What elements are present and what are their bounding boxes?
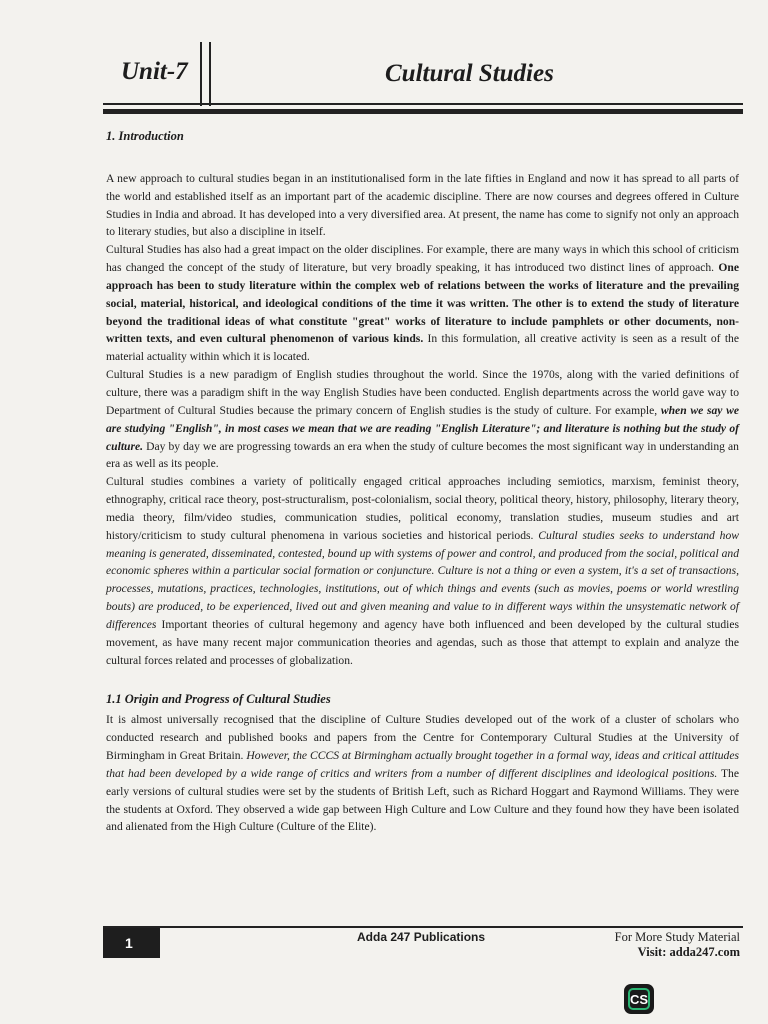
section-heading-origin: 1.1 Origin and Progress of Cultural Studies [106, 692, 331, 707]
paragraph [106, 366, 739, 473]
paragraph-text: A new approach to cultural studies began in an institutionalised form in the late fifties in England and now it has spread to all parts of the world and established itself as an important part of the academic discipline. There are now courses and degrees offered in Culture Studies in India and abroad. It has developed into a very diversified area. At present, the name has come to signify not only an approach to literary studies, but also a discipline in itself. [106, 171, 739, 239]
paragraph-text: Cultural studies combines a variety of politically engaged critical approaches including semiotics, marxism, feminist theory, ethnography, critical race theory, post-structuralism, post-colonialism, social theory, political theory, history, philosophy, literary theory, media theory, film/video studies, communication studies, political economy, translation studies, museum studies and art history/criticism to study cultural phenomena in various societies and historical periods. [106, 475, 739, 542]
page-header [103, 40, 743, 118]
section-heading-introduction: 1. Introduction [106, 129, 184, 143]
logo-text: CS [628, 988, 650, 1010]
publisher-name: Adda 247 Publications [357, 930, 486, 944]
footer-promo-line: For More Study Material [614, 930, 740, 944]
camscanner-logo-icon [624, 984, 654, 1014]
page-number: 1 [103, 928, 160, 958]
paragraph [106, 473, 739, 669]
paragraph-text: It is almost universally recognised that the discipline of Culture Studies developed out of the work of a cluster of scholars who conducted research and published books and papers from the Centre for Contemporary Cultural Studies at the University of Birmingham in Great Britain. [106, 713, 739, 762]
bold-text: One approach has been to study literature within the complex web of relations between the works of literature and the prevailing social, material, historical, and ideological conditions of the time it was written. The other is to extend the study of literature beyond the traditional ideas of what constitute "great" works of literature to include pamphlets or other documents, non-written texts, and even cultural phenomenon of various kinds. [106, 261, 739, 346]
unit-label: Unit-7 [121, 58, 188, 85]
chapter-title: Cultural Studies [385, 60, 554, 87]
bold-italic-text: when we say we are studying "English", in most cases we mean that we are reading "English Literature"; and literature is nothing but the study of culture. [106, 403, 739, 453]
document-body [106, 128, 739, 836]
paragraph-text: The early versions of cultural studies were set by the students of British Left, such as Richard Hoggart and Raymond Williams. They were the students at Oxford. They observed a wide gap between High Culture and Low Culture and they found how they have been isolated and alienated from the High Culture (Culture of the Elite). [106, 766, 739, 834]
header-rule-thin [103, 103, 743, 105]
paragraph-text: Cultural Studies is a new paradigm of English studies throughout the world. Since the 1970s, along with the varied definitions of culture, there was a paradigm shift in the way English Studies have been conducted. English departments across the world gave way to Department of Cultural Studies because the primary concern of English studies is the study of culture. For example, [106, 368, 739, 417]
paragraph [106, 241, 739, 366]
paragraph-text: Day by day we are progressing towards an era when the study of culture becomes the most significant way in understanding an era as well as its people. [106, 439, 739, 471]
paragraph-text: Important theories of cultural hegemony and agency have both influenced and been developed by the cultural studies movement, as have many recent major communication theories and agendas, such as those that attempt to explain and analyze the cultural forces related and processes of globalization. [106, 617, 739, 667]
footer-website: Visit: adda247.com [637, 945, 740, 959]
header-divider [200, 42, 211, 106]
paragraph [106, 711, 739, 836]
italic-text: However, the CCCS at Birmingham actually brought together in a formal way, ideas and critical attitudes that had been developed by a wide range of critics and writers from a number of different disciplines and ideological positions. [106, 749, 739, 780]
header-rule-thick [103, 109, 743, 114]
italic-text: Cultural studies seeks to understand how meaning is generated, disseminated, contested, bound up with systems of power and control, and produced from the social, political and economic spheres within a particular social formation or conjuncture. Culture is not a thing or even a system, it's a set of transactions, processes, mutations, practices, technologies, institutions, out of which things and events (such as movies, poems or world wrestling bouts) are produced, to be experienced, lived out and given meaning and value to in different ways within the unsystematic network of differences [106, 528, 740, 631]
paragraph-text: Cultural Studies has also had a great impact on the older disciplines. For example, there are many ways in which this school of criticism has changed the concept of the study of literature, but very broadly speaking, it has introduced two distinct lines of approach. [106, 243, 739, 275]
paragraph-text: In this formulation, all creative activity is seen as a result of the material actuality within which it is located. [106, 332, 739, 364]
footer-promo [588, 930, 740, 960]
paragraph [106, 170, 739, 241]
footer-rule [103, 926, 743, 928]
